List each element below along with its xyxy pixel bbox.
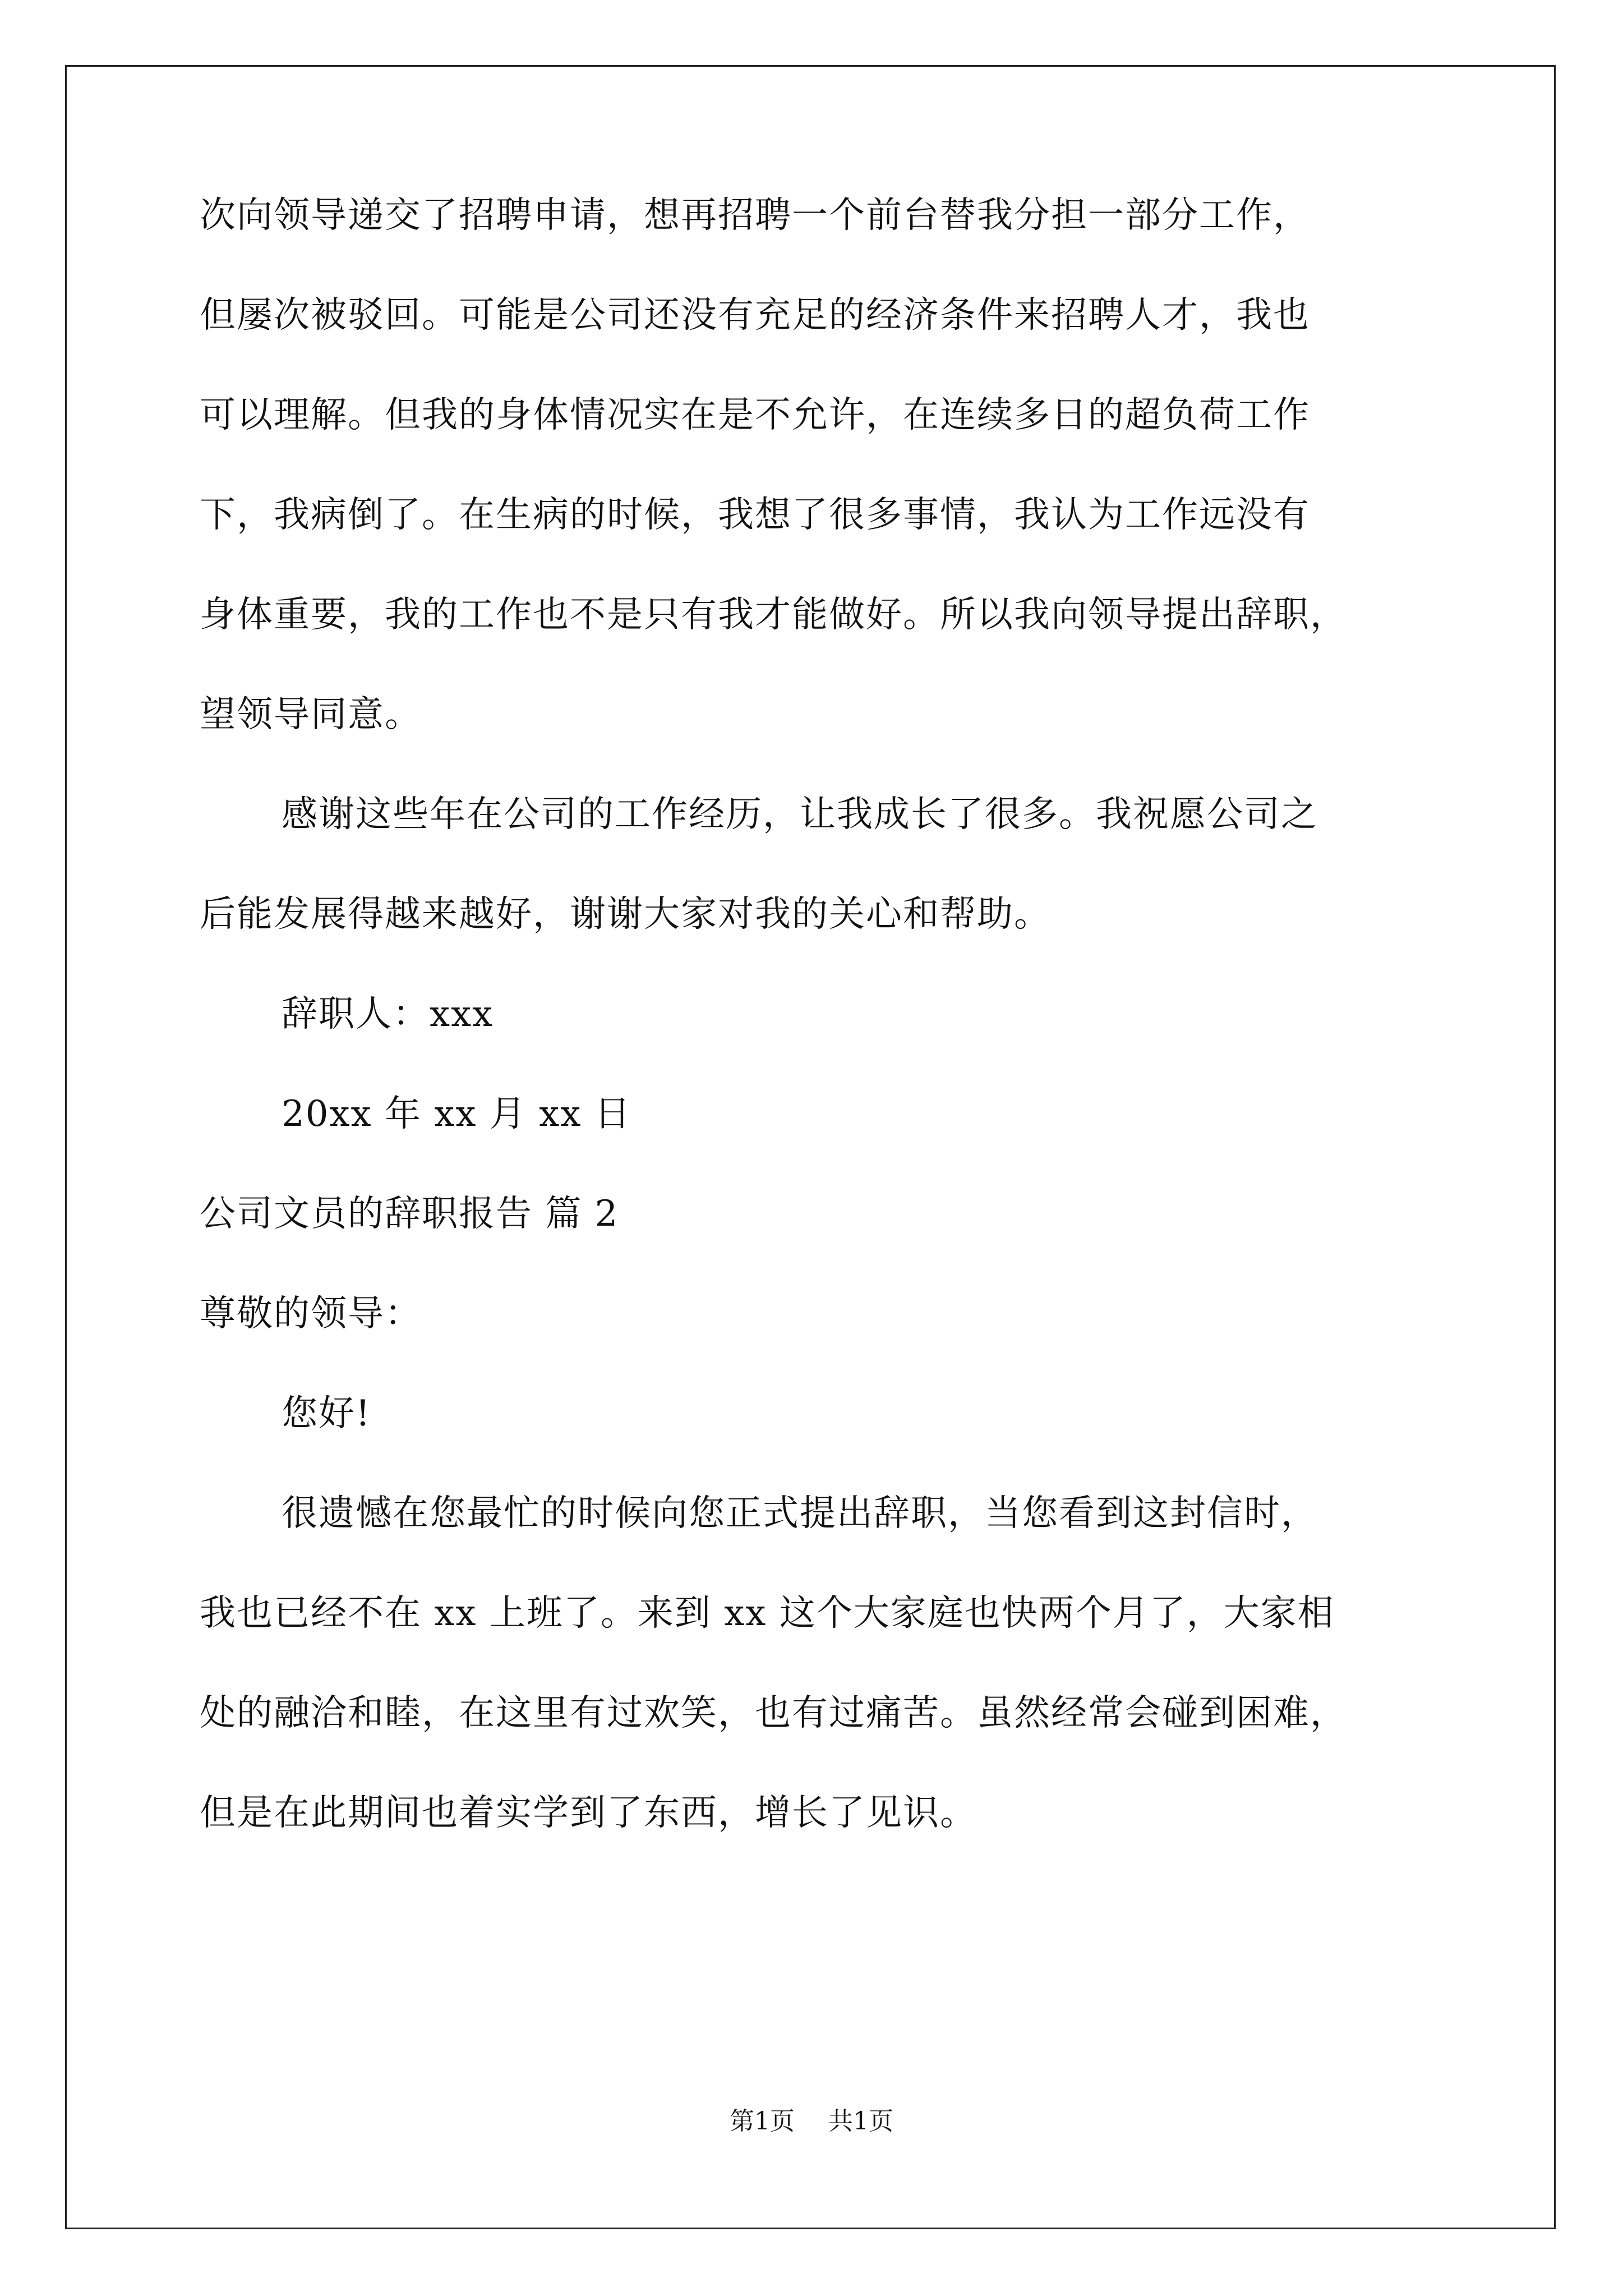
- section-heading: 公司文员的辞职报告 篇 2: [200, 1193, 619, 1235]
- paragraph-line: 后能发展得越来越好，谢谢大家对我的关心和帮助。: [200, 894, 1051, 935]
- paragraph-line: 可以理解。但我的身体情况实在是不允许，在连续多日的超负荷工作: [200, 394, 1310, 436]
- signature-date: 20xx 年 xx 月 xx 日: [282, 1093, 631, 1135]
- salutation: 尊敬的领导：: [200, 1293, 422, 1335]
- paragraph-line: 但屡次被驳回。可能是公司还没有充足的经济条件来招聘人才，我也: [200, 295, 1310, 336]
- paragraph-line: 感谢这些年在公司的工作经历，让我成长了很多。我祝愿公司之: [282, 794, 1318, 835]
- paragraph-line: 但是在此期间也着实学到了东西，增长了见识。: [200, 1792, 977, 1834]
- page-number: 第1页: [730, 2107, 795, 2136]
- paragraph-line: 下，我病倒了。在生病的时候，我想了很多事情，我认为工作远没有: [200, 494, 1310, 536]
- paragraph-line: 身体重要，我的工作也不是只有我才能做好。所以我向领导提出辞职，: [200, 594, 1347, 636]
- greeting: 您好!: [282, 1393, 371, 1434]
- page-total: 共1页: [828, 2107, 893, 2136]
- page-footer: [0, 2109, 1623, 2134]
- paragraph-line: 次向领导递交了招聘申请，想再招聘一个前台替我分担一部分工作，: [200, 195, 1310, 236]
- document-body: [200, 197, 1473, 1895]
- paragraph-line: 望领导同意。: [200, 694, 422, 735]
- paragraph-line: 很遗憾在您最忙的时候向您正式提出辞职，当您看到这封信时，: [282, 1493, 1318, 1534]
- paragraph-line: 处的融洽和睦，在这里有过欢笑，也有过痛苦。虽然经常会碰到困难，: [200, 1692, 1347, 1734]
- paragraph-line: 我也已经不在 xx 上班了。来到 xx 这个大家庭也快两个月了，大家相: [200, 1593, 1335, 1634]
- signature-name: 辞职人：xxx: [282, 993, 494, 1035]
